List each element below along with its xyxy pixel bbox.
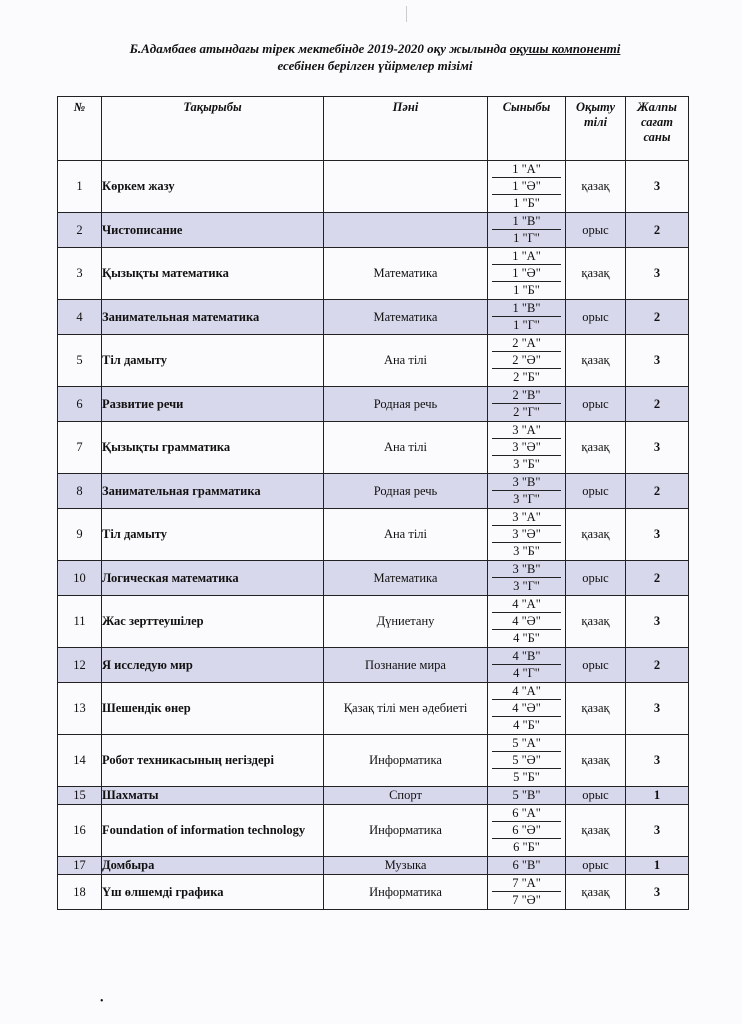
row-subject: Музыка — [324, 857, 488, 875]
row-number: 18 — [58, 875, 102, 910]
row-topic: Қызықты грамматика — [102, 422, 324, 474]
row-subject: Познание мира — [324, 648, 488, 683]
row-subject: Математика — [324, 300, 488, 335]
row-subject: Информатика — [324, 805, 488, 857]
table-row — [58, 875, 689, 910]
row-topic: Логическая математика — [102, 561, 324, 596]
row-classes — [488, 875, 566, 910]
row-classes — [488, 213, 566, 248]
table-row — [58, 161, 689, 213]
row-topic: Домбыра — [102, 857, 324, 875]
row-number: 1 — [58, 161, 102, 213]
class-item: 4 "Г" — [513, 666, 540, 680]
row-classes — [488, 735, 566, 787]
row-number: 5 — [58, 335, 102, 387]
row-classes — [488, 561, 566, 596]
row-language: қазақ — [566, 509, 626, 561]
row-number: 10 — [58, 561, 102, 596]
row-subject — [324, 213, 488, 248]
row-classes — [488, 387, 566, 422]
row-number: 12 — [58, 648, 102, 683]
row-language: қазақ — [566, 248, 626, 300]
row-topic: Қызықты математика — [102, 248, 324, 300]
header-topic: Тақырыбы — [102, 97, 324, 161]
class-item: 1 "А" — [492, 161, 561, 178]
table-row — [58, 248, 689, 300]
row-language: орыс — [566, 857, 626, 875]
class-item: 2 "Б" — [513, 370, 540, 384]
row-subject: Дүниетану — [324, 596, 488, 648]
row-language: қазақ — [566, 422, 626, 474]
row-number: 15 — [58, 787, 102, 805]
row-topic: Шешендік өнер — [102, 683, 324, 735]
row-topic: Үш өлшемді графика — [102, 875, 324, 910]
row-number: 9 — [58, 509, 102, 561]
row-language: қазақ — [566, 683, 626, 735]
class-item: 3 "А" — [492, 509, 561, 526]
header-hours: Жалпы сағат саны — [626, 97, 689, 161]
row-topic: Шахматы — [102, 787, 324, 805]
class-item: 1 "Б" — [513, 283, 540, 297]
header-lang: Оқыту тілі — [566, 97, 626, 161]
row-topic: Көркем жазу — [102, 161, 324, 213]
row-subject: Ана тілі — [324, 422, 488, 474]
row-number: 8 — [58, 474, 102, 509]
row-number: 6 — [58, 387, 102, 422]
row-language: қазақ — [566, 161, 626, 213]
row-topic: Тіл дамыту — [102, 509, 324, 561]
row-language: қазақ — [566, 335, 626, 387]
row-hours: 1 — [626, 857, 689, 875]
header-subject: Пәні — [324, 97, 488, 161]
row-language: қазақ — [566, 805, 626, 857]
scan-dot: • — [100, 996, 104, 1007]
class-item: 1 "В" — [492, 213, 561, 230]
class-item: 6 "Ә" — [492, 822, 561, 839]
table-row — [58, 735, 689, 787]
class-item: 3 "Г" — [513, 492, 540, 506]
row-hours: 2 — [626, 213, 689, 248]
document-title — [40, 40, 710, 74]
row-hours: 3 — [626, 161, 689, 213]
table-row — [58, 805, 689, 857]
row-classes — [488, 248, 566, 300]
class-item: 5 "Ә" — [492, 752, 561, 769]
class-item: 2 "Г" — [513, 405, 540, 419]
row-topic: Робот техникасының негіздері — [102, 735, 324, 787]
class-item: 3 "Б" — [513, 544, 540, 558]
table-row — [58, 857, 689, 875]
row-classes — [488, 335, 566, 387]
row-language: орыс — [566, 648, 626, 683]
row-hours: 3 — [626, 596, 689, 648]
row-hours: 3 — [626, 422, 689, 474]
class-item: 3 "Ә" — [492, 526, 561, 543]
row-number: 3 — [58, 248, 102, 300]
row-topic: Занимательная грамматика — [102, 474, 324, 509]
class-item: 4 "В" — [492, 648, 561, 665]
class-item: 6 "А" — [492, 805, 561, 822]
row-language: орыс — [566, 387, 626, 422]
table-row — [58, 300, 689, 335]
row-number: 16 — [58, 805, 102, 857]
row-topic: Жас зерттеушілер — [102, 596, 324, 648]
row-number: 11 — [58, 596, 102, 648]
class-item: 1 "А" — [492, 248, 561, 265]
class-item: 7 "Ә" — [512, 893, 541, 907]
table-row — [58, 213, 689, 248]
row-language: орыс — [566, 561, 626, 596]
row-hours: 3 — [626, 683, 689, 735]
row-number: 4 — [58, 300, 102, 335]
class-item: 4 "А" — [492, 596, 561, 613]
row-hours: 2 — [626, 300, 689, 335]
table-row — [58, 422, 689, 474]
title-line1: Б.Адамбаев атындағы тірек мектебінде 2019-2020 оқу жылында — [129, 41, 510, 56]
row-hours: 2 — [626, 474, 689, 509]
row-subject: Спорт — [324, 787, 488, 805]
row-number: 7 — [58, 422, 102, 474]
class-item: 3 "Б" — [513, 457, 540, 471]
table-row — [58, 335, 689, 387]
row-hours: 1 — [626, 787, 689, 805]
row-subject: Информатика — [324, 735, 488, 787]
row-subject: Ана тілі — [324, 509, 488, 561]
row-topic: Foundation of information technology — [102, 805, 324, 857]
class-item: 3 "В" — [492, 474, 561, 491]
class-item: 4 "Ә" — [492, 613, 561, 630]
row-classes — [488, 509, 566, 561]
row-language: қазақ — [566, 735, 626, 787]
class-item: 1 "Б" — [513, 196, 540, 210]
table-row — [58, 474, 689, 509]
row-classes — [488, 300, 566, 335]
class-item: 1 "Г" — [513, 231, 540, 245]
class-item: 3 "Ә" — [492, 439, 561, 456]
class-item: 2 "А" — [492, 335, 561, 352]
class-item: 6 "Б" — [513, 840, 540, 854]
title-line2: есебінен берілген үйірмелер тізімі — [277, 58, 473, 73]
row-subject: Родная речь — [324, 474, 488, 509]
row-topic: Развитие речи — [102, 387, 324, 422]
row-classes — [488, 474, 566, 509]
class-item: 1 "Ә" — [492, 265, 561, 282]
table-row — [58, 683, 689, 735]
class-item: 7 "А" — [492, 875, 561, 892]
class-item: 4 "А" — [492, 683, 561, 700]
row-topic: Я исследую мир — [102, 648, 324, 683]
title-underlined: оқушы компоненті — [509, 41, 621, 56]
row-language: қазақ — [566, 875, 626, 910]
class-item: 1 "Г" — [513, 318, 540, 332]
row-language: орыс — [566, 300, 626, 335]
table-row — [58, 387, 689, 422]
row-classes — [488, 596, 566, 648]
row-subject: Математика — [324, 248, 488, 300]
row-classes — [488, 683, 566, 735]
row-hours: 3 — [626, 875, 689, 910]
row-subject — [324, 161, 488, 213]
class-item: 3 "Г" — [513, 579, 540, 593]
row-hours: 2 — [626, 561, 689, 596]
row-number: 14 — [58, 735, 102, 787]
class-item: 6 "В" — [512, 858, 541, 872]
row-subject: Информатика — [324, 875, 488, 910]
row-hours: 3 — [626, 805, 689, 857]
class-item: 3 "В" — [492, 561, 561, 578]
row-language: орыс — [566, 474, 626, 509]
class-item: 1 "Ә" — [492, 178, 561, 195]
table-row — [58, 596, 689, 648]
table-body — [58, 161, 689, 910]
row-subject: Родная речь — [324, 387, 488, 422]
row-subject: Математика — [324, 561, 488, 596]
row-subject: Қазақ тілі мен әдебиеті — [324, 683, 488, 735]
table-row — [58, 561, 689, 596]
row-classes — [488, 648, 566, 683]
class-item: 2 "Ә" — [492, 352, 561, 369]
row-hours: 2 — [626, 648, 689, 683]
row-classes — [488, 805, 566, 857]
row-subject: Ана тілі — [324, 335, 488, 387]
scan-mark — [406, 6, 407, 22]
row-hours: 3 — [626, 248, 689, 300]
table-row — [58, 787, 689, 805]
row-number: 17 — [58, 857, 102, 875]
row-classes — [488, 787, 566, 805]
row-classes — [488, 161, 566, 213]
row-classes — [488, 857, 566, 875]
row-hours: 2 — [626, 387, 689, 422]
class-item: 4 "Б" — [513, 718, 540, 732]
row-number: 2 — [58, 213, 102, 248]
class-item: 4 "Б" — [513, 631, 540, 645]
row-topic: Тіл дамыту — [102, 335, 324, 387]
class-item: 1 "В" — [492, 300, 561, 317]
row-hours: 3 — [626, 735, 689, 787]
row-number: 13 — [58, 683, 102, 735]
row-topic: Занимательная математика — [102, 300, 324, 335]
row-language: қазақ — [566, 596, 626, 648]
row-topic: Чистописание — [102, 213, 324, 248]
class-item: 3 "А" — [492, 422, 561, 439]
header-num: № — [58, 97, 102, 161]
header-class: Сыныбы — [488, 97, 566, 161]
row-hours: 3 — [626, 509, 689, 561]
class-item: 2 "В" — [492, 387, 561, 404]
class-item: 5 "Б" — [513, 770, 540, 784]
table-header-row — [58, 97, 689, 161]
table-row — [58, 509, 689, 561]
row-language: орыс — [566, 787, 626, 805]
row-hours: 3 — [626, 335, 689, 387]
row-classes — [488, 422, 566, 474]
table-row — [58, 648, 689, 683]
class-item: 4 "Ә" — [492, 700, 561, 717]
clubs-table — [57, 96, 689, 910]
class-item: 5 "А" — [492, 735, 561, 752]
class-item: 5 "В" — [512, 788, 541, 802]
row-language: орыс — [566, 213, 626, 248]
